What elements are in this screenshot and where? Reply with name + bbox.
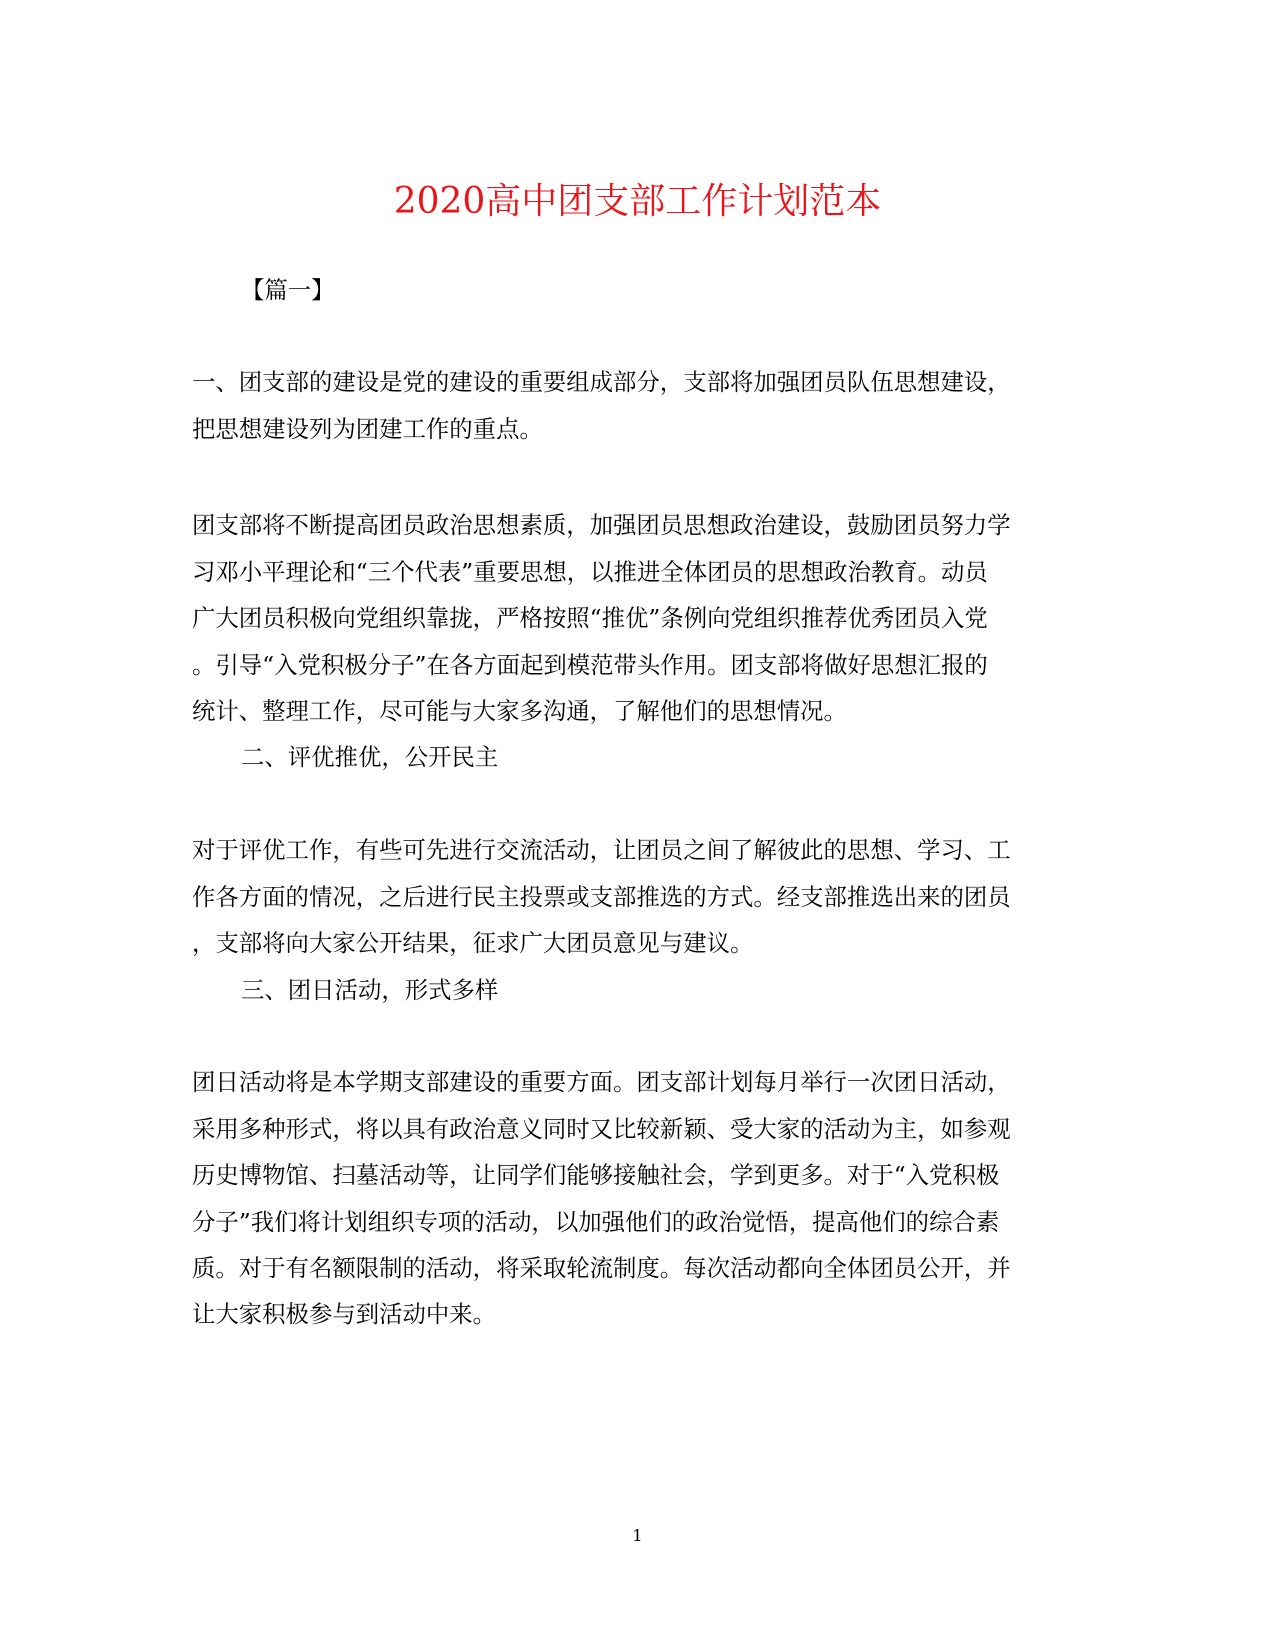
section-label: 【篇一】 (241, 276, 335, 304)
page-number: 1 (632, 1526, 643, 1545)
paragraph4-line-6: 让大家积极参与到活动中来。 (192, 1300, 497, 1328)
paragraph4-line-3: 历史博物馆、扫墓活动等，让同学们能够接触社会，学到更多。对于“入党积极 (192, 1161, 1000, 1189)
paragraph2-line-4: 。引导“入党积极分子”在各方面起到模范带头作用。团支部将做好思想汇报的 (192, 651, 988, 679)
paragraph4-line-1: 团日活动将是本学期支部建设的重要方面。团支部计划每月举行一次团日活动， (192, 1068, 1011, 1096)
heading-evaluation: 二、评优推优，公开民主 (241, 743, 499, 771)
paragraph2-line-2: 习邓小平理论和“三个代表”重要思想，以推进全体团员的思想政治教育。动员 (192, 558, 988, 586)
paragraph4-line-5: 质。对于有名额限制的活动，将采取轮流制度。每次活动都向全体团员公开，并 (192, 1254, 1011, 1282)
paragraph3-line-3: ，支部将向大家公开结果，征求广大团员意见与建议。 (192, 929, 754, 957)
paragraph1-line-1: 一、团支部的建设是党的建设的重要组成部分，支部将加强团员队伍思想建设， (192, 368, 1011, 396)
paragraph3-line-2: 作各方面的情况，之后进行民主投票或支部推选的方式。经支部推选出来的团员 (192, 883, 1011, 911)
paragraph1-line-2: 把思想建设列为团建工作的重点。 (192, 415, 543, 443)
paragraph3-line-1: 对于评优工作，有些可先进行交流活动，让团员之间了解彼此的思想、学习、工 (192, 836, 1011, 864)
heading-league-day: 三、团日活动，形式多样 (241, 976, 499, 1004)
paragraph4-line-4: 分子”我们将计划组织专项的活动，以加强他们的政治觉悟，提高他们的综合素 (192, 1208, 1000, 1236)
paragraph4-line-2: 采用多种形式，将以具有政治意义同时又比较新颖、受大家的活动为主，如参观 (192, 1115, 1011, 1143)
document-title: 2020高中团支部工作计划范本 (393, 181, 882, 222)
paragraph2-line-3: 广大团员积极向党组织靠拢，严格按照“推优”条例向党组织推荐优秀团员入党 (192, 604, 988, 632)
paragraph2-line-1: 团支部将不断提高团员政治思想素质，加强团员思想政治建设，鼓励团员努力学 (192, 511, 1011, 539)
paragraph2-line-5: 统计、整理工作，尽可能与大家多沟通，了解他们的思想情况。 (192, 697, 847, 725)
